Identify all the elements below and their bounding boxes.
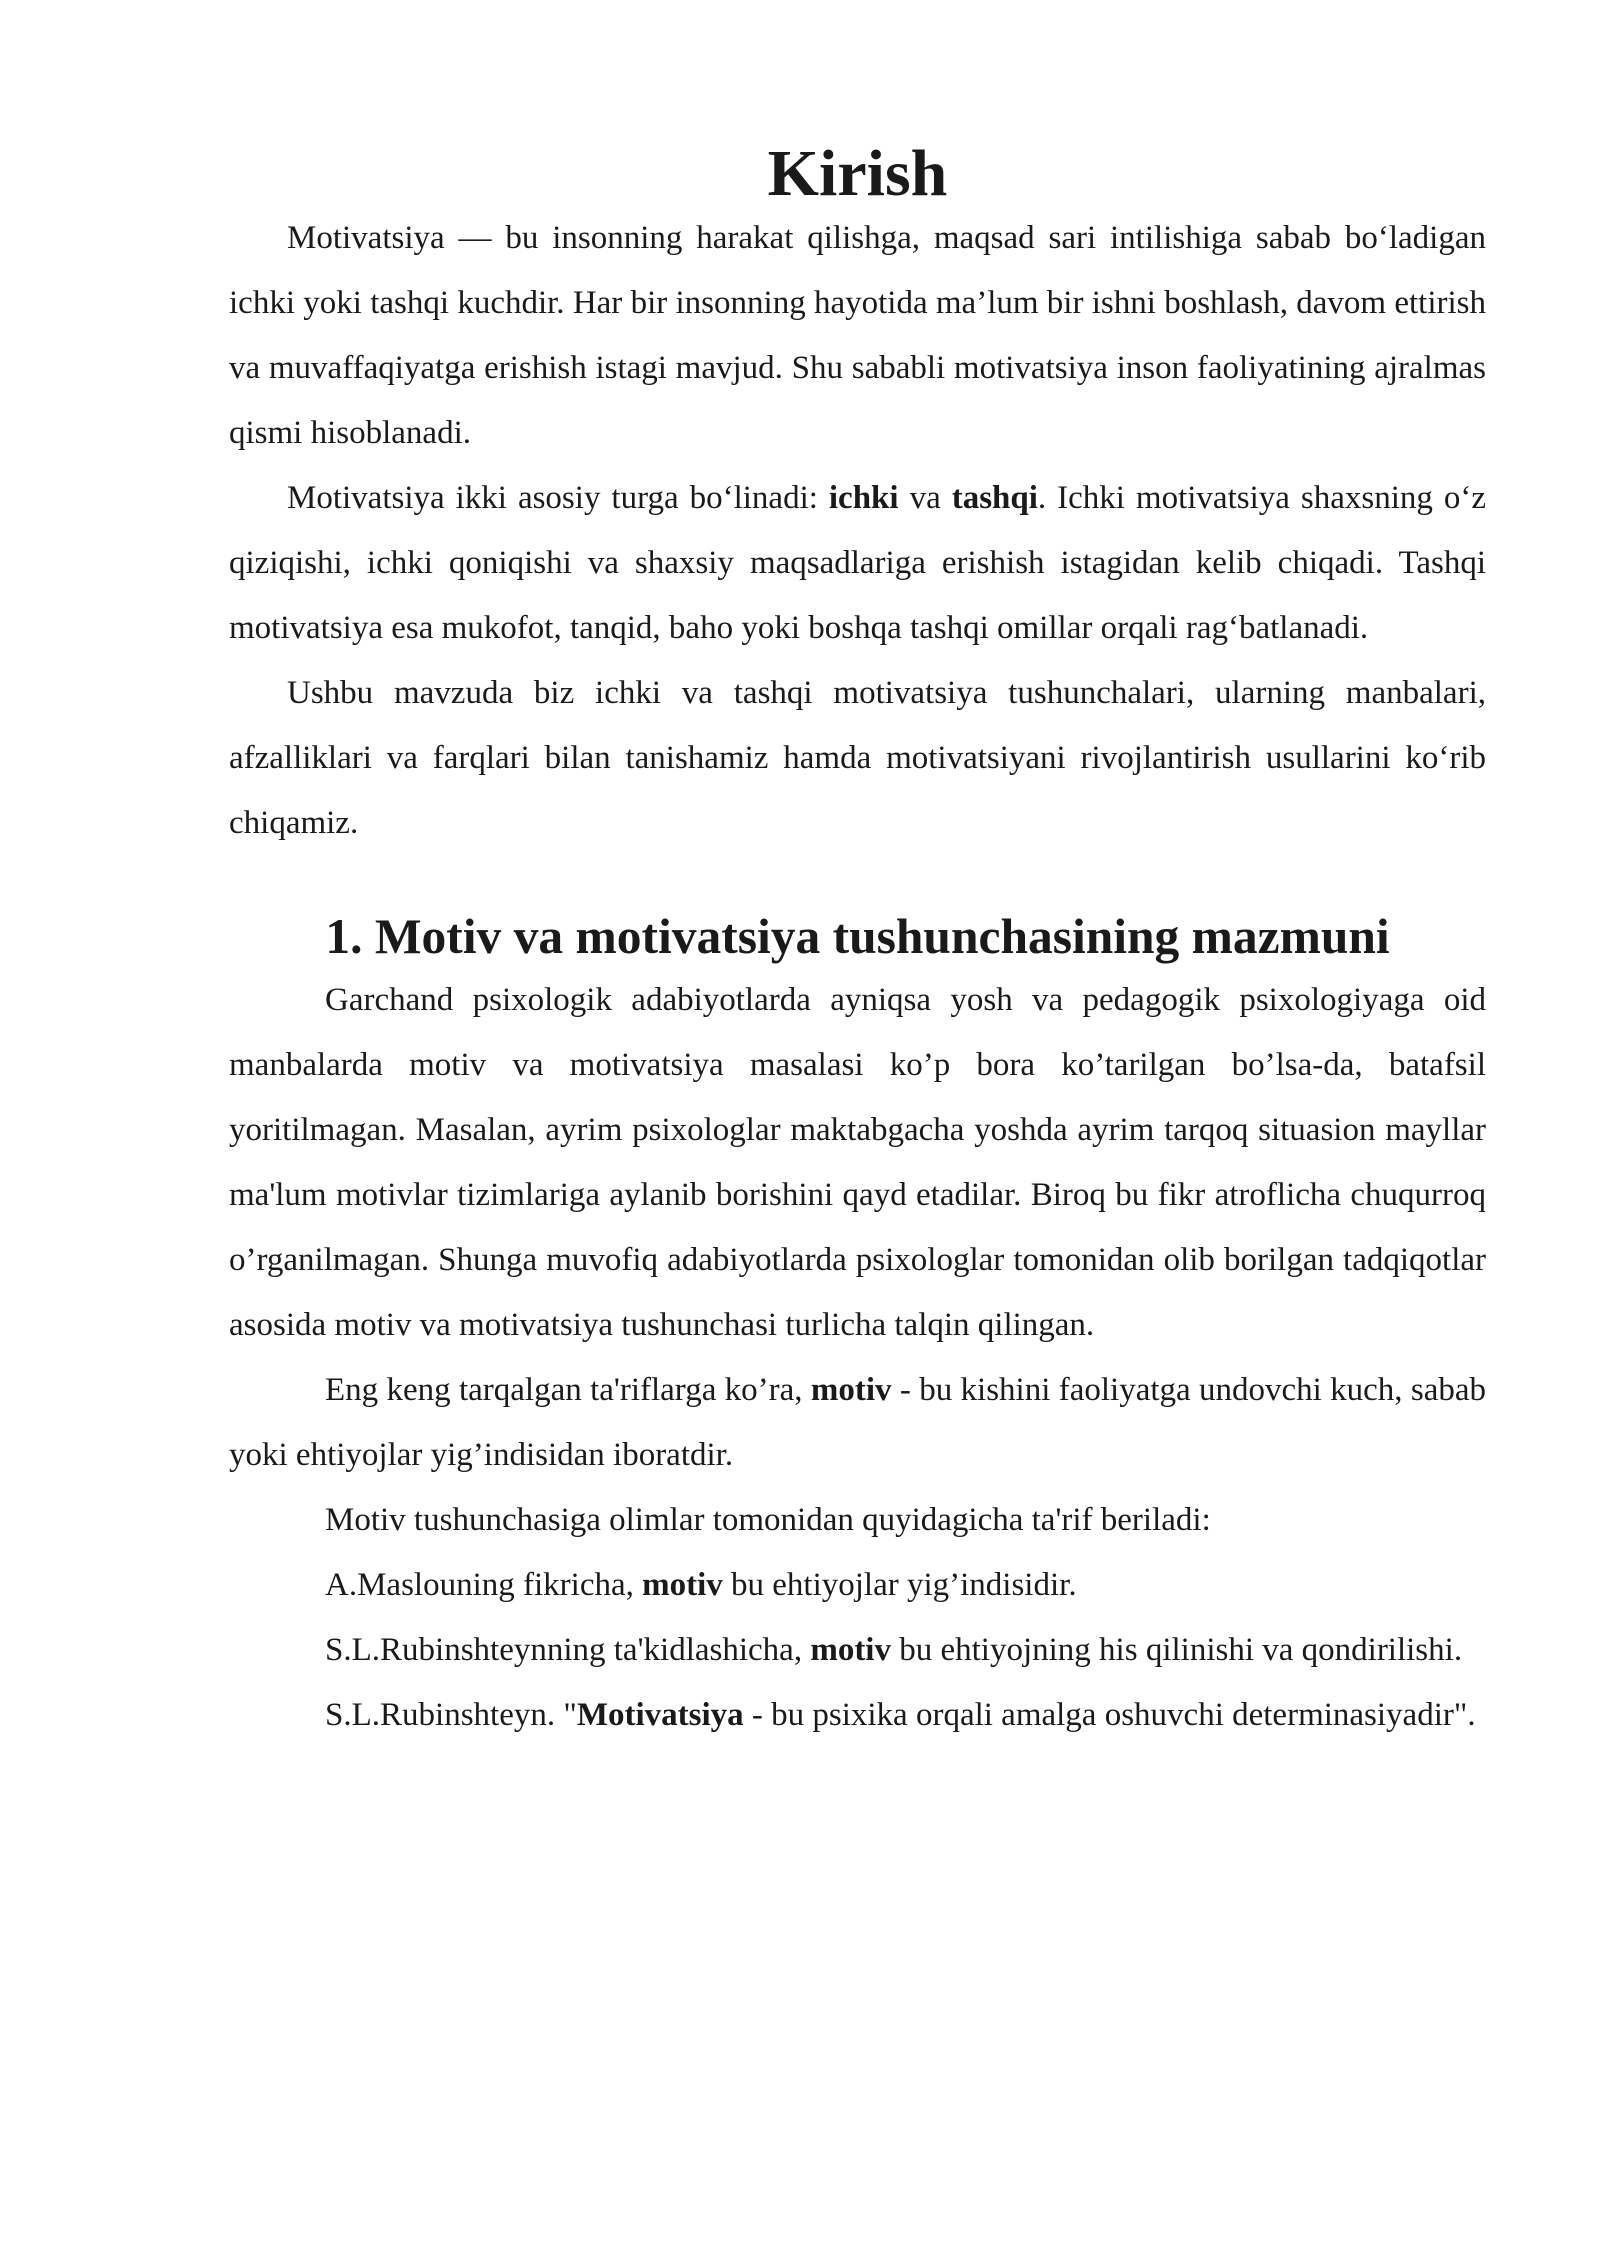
section-1-paragraph-5 [229, 1618, 1486, 1683]
text-run: bu ehtiyojning his qilinishi va qondirilishi. [890, 1632, 1463, 1668]
text-run: S.L.Rubinshteynning ta'kidlashicha, [325, 1632, 811, 1668]
section-1-paragraph-3: Motiv tushunchasiga olimlar tomonidan quyidagicha ta'rif beriladi: [325, 1502, 1211, 1538]
bold-term-motiv: motiv [810, 1632, 891, 1668]
bold-term-ichki: ichki [828, 480, 899, 516]
bold-term-motiv: motiv [642, 1567, 723, 1603]
text-run: . Ichki motivatsiya shaxsning o‘z qiziqishi, ichki qoniqishi va shaxsiy maqsadlariga erishish istagidan kelib chiqadi. Tashqi motivatsiya esa mukofot, tanqid, baho yoki boshqa tashqi omillar orqali rag‘batlanadi. [229, 480, 1486, 646]
section-1-title: 1. Motiv va motivatsiya tushunchasining mazmuni [325, 909, 1390, 964]
intro-paragraph-1: Motivatsiya — bu insonning harakat qilishga, maqsad sari intilishiga sabab bo‘ladigan ichki yoki tashqi kuchdir. Har bir insonning hayotida ma’lum bir ishni boshlash, davom ettirish va muvaffaqiyatga erishish istagi mavjud. Shu sababli motivatsiya inson faoliyatining ajralmas qismi hisoblanadi. [229, 220, 1486, 451]
intro-paragraph-2 [229, 466, 1486, 661]
bold-term-motiv: motiv [810, 1372, 892, 1408]
section-1-paragraph-1: Garchand psixologik adabiyotlarda ayniqsa yosh va pedagogik psixologiyaga oid manbalarda motiv va motivatsiya masalasi ko’p bora ko’tarilgan bo’lsa-da, batafsil yoritilmagan. Masalan, ayrim psixologlar maktabgacha yoshda ayrim tarqoq situasion mayllar ma'lum motivlar tizimlariga aylanib borishini qayd etadilar. Biroq bu fikr atroflicha chuqurroq o’rganilmagan. Shunga muvofiq adabiyotlarda psixologlar tomonidan olib borilgan tadqiqotlar asosida motiv va motivatsiya tushunchasi turlicha talqin qilingan. [229, 982, 1486, 1343]
section-1-paragraph-2 [229, 1358, 1486, 1488]
intro-title: Kirish [767, 137, 948, 210]
bold-term-tashqi: tashqi [951, 480, 1038, 516]
document-page [229, 137, 1487, 1748]
intro-paragraph-3: Ushbu mavzuda biz ichki va tashqi motivatsiya tushunchalari, ularning manbalari, afzalliklari va farqlari bilan tanishamiz hamda motivatsiyani rivojlantirish usullarini ko‘rib chiqamiz. [229, 675, 1486, 841]
section-1-paragraph-6 [229, 1683, 1486, 1748]
text-run: - bu kishini faoliyatga undovchi kuch, sabab yoki ehtiyojlar yig’indisidan iboratdir. [229, 1372, 1487, 1473]
section-spacer [229, 856, 1486, 906]
bold-term-motivatsiya: Motivatsiya [576, 1697, 744, 1733]
text-run: bu ehtiyojlar yig’indisidir. [722, 1567, 1077, 1603]
text-run: A.Maslouning fikricha, [325, 1567, 643, 1603]
text-run: va [898, 480, 952, 516]
text-run: S.L.Rubinshteyn. " [325, 1697, 577, 1733]
text-run: - bu psixika orqali amalga oshuvchi determinasiyadir". [743, 1697, 1476, 1733]
text-run: Eng keng tarqalgan ta'riflarga ko’ra, [325, 1372, 811, 1408]
text-run: Motivatsiya ikki asosiy turga bo‘linadi: [287, 480, 829, 516]
section-1-paragraph-4 [229, 1553, 1486, 1618]
